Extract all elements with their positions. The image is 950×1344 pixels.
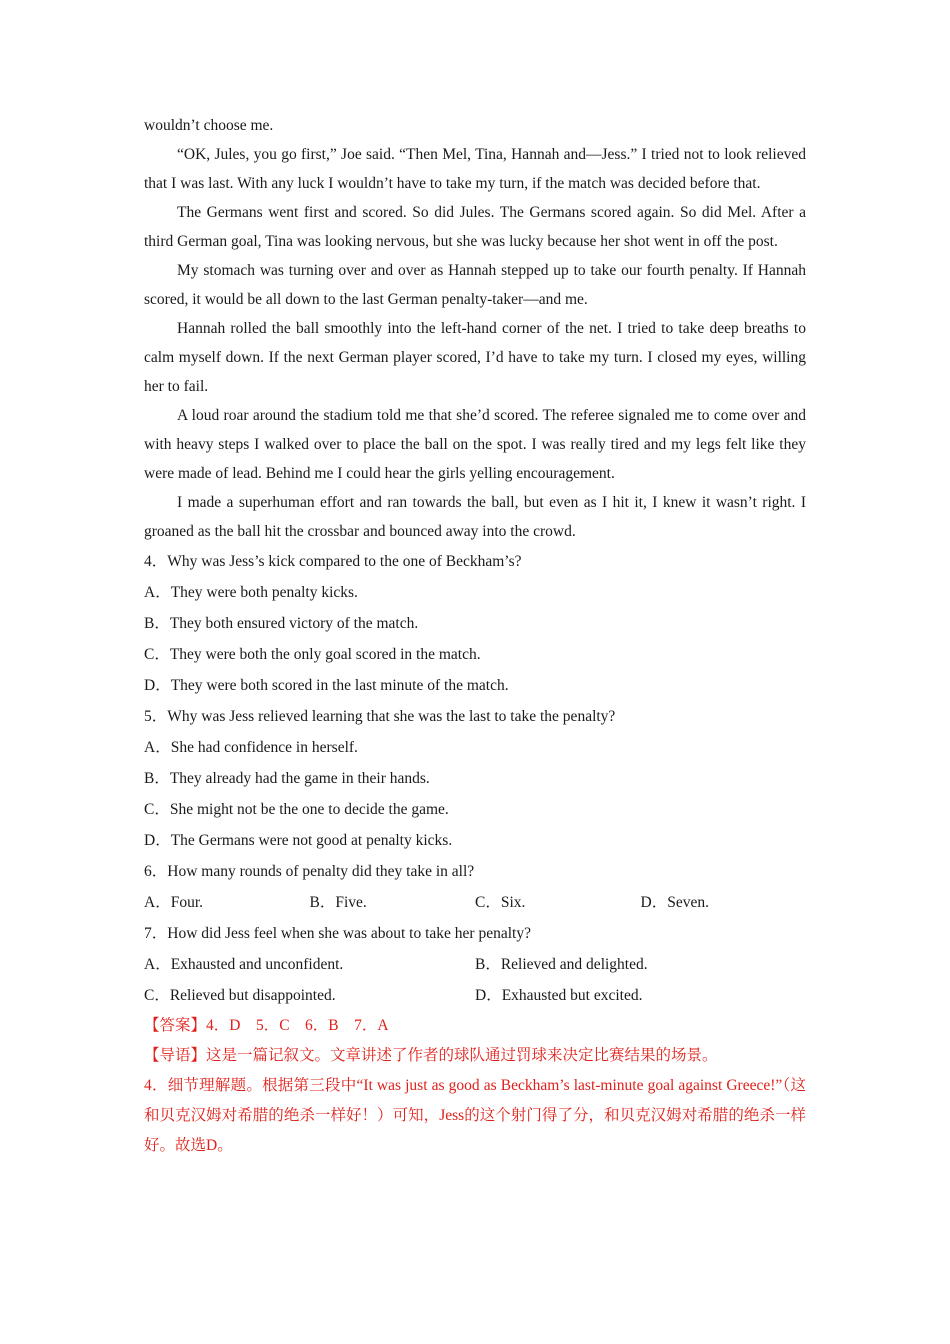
question-7 [144, 918, 806, 1011]
option-b: B．They already had the game in their hands. [144, 770, 430, 787]
option-a: A．They were both penalty kicks. [144, 584, 358, 601]
passage-paragraph: I made a superhuman effort and ran towards the ball, but even as I hit it, I knew it wasn’t right. I groaned as the ball hit the crossbar and bounced away into the crowd. [144, 494, 806, 540]
option-b: B．Relieved and delighted. [475, 956, 648, 973]
option-c: C．She might not be the one to decide the game. [144, 801, 449, 818]
passage-paragraph: Hannah rolled the ball smoothly into the left-hand corner of the net. I tried to take deep breaths to calm myself down. If the next German player scored, I’d have to take my turn. I closed my eyes, willing her to fail. [144, 320, 806, 395]
option-a: A．Exhausted and unconfident. [144, 956, 344, 973]
reading-passage [144, 111, 806, 546]
option-d: D．The Germans were not good at penalty kicks. [144, 832, 453, 849]
question-6 [144, 856, 806, 918]
passage-paragraph: wouldn’t choose me. [144, 117, 274, 134]
answer-line: 【答案】4．D 5．C 6．B 7．A [144, 1017, 389, 1034]
option-c: C．Six. [475, 894, 526, 911]
guide-line: 【导语】这是一篇记叙文。文章讲述了作者的球队通过罚球来决定比赛结果的场景。 [144, 1047, 718, 1064]
passage-paragraph: The Germans went first and scored. So did Jules. The Germans scored again. So did Mel. After a third German goal, Tina was looking nervous, but she was lucky because her shot went in off the post. [144, 204, 806, 250]
option-c: C．Relieved but disappointed. [144, 987, 336, 1004]
passage-paragraph: “OK, Jules, you go first,” Joe said. “Then Mel, Tina, Hannah and—Jess.” I tried not to look relieved that I was last. With any luck I wouldn’t have to take my turn, if the match was decided before that. [144, 146, 806, 192]
options-row [144, 980, 806, 1011]
option-d: D．They were both scored in the last minute of the match. [144, 677, 509, 694]
options-row [144, 887, 806, 918]
option-c: C．They were both the only goal scored in the match. [144, 646, 481, 663]
answer-key [144, 1011, 806, 1161]
option-d: D．Exhausted but excited. [475, 987, 643, 1004]
option-b: B．Five. [309, 894, 367, 911]
options-row [144, 949, 806, 980]
question-stem: 6．How many rounds of penalty did they take in all? [144, 863, 475, 880]
passage-paragraph: My stomach was turning over and over as Hannah stepped up to take our fourth penalty. If Hannah scored, it would be all down to the last German penalty-taker—and me. [144, 262, 806, 308]
question-stem: 4．Why was Jess’s kick compared to the one of Beckham’s? [144, 553, 522, 570]
option-a: A．She had confidence in herself. [144, 739, 358, 756]
question-4 [144, 546, 806, 701]
document-page [144, 111, 806, 1161]
option-d: D．Seven. [640, 894, 709, 911]
passage-paragraph: A loud roar around the stadium told me that she’d scored. The referee signaled me to come over and with heavy steps I walked over to place the ball on the spot. I was really tired and my legs felt like they were made of lead. Behind me I could hear the girls yelling encouragement. [144, 407, 806, 482]
option-a: A．Four. [144, 894, 203, 911]
question-5 [144, 701, 806, 856]
question-stem: 5．Why was Jess relieved learning that she was the last to take the penalty? [144, 708, 616, 725]
option-b: B．They both ensured victory of the match. [144, 615, 419, 632]
question-stem: 7．How did Jess feel when she was about to take her penalty? [144, 925, 531, 942]
explanation-q4: 4．细节理解题。根据第三段中“It was just as good as Beckham’s last-minute goal against Greece!”（这和贝克汉姆对希腊的绝杀一样好！）可知，Jess的这个射门得了分，和贝克汉姆对希腊的绝杀一样好。故选D。 [144, 1077, 806, 1154]
